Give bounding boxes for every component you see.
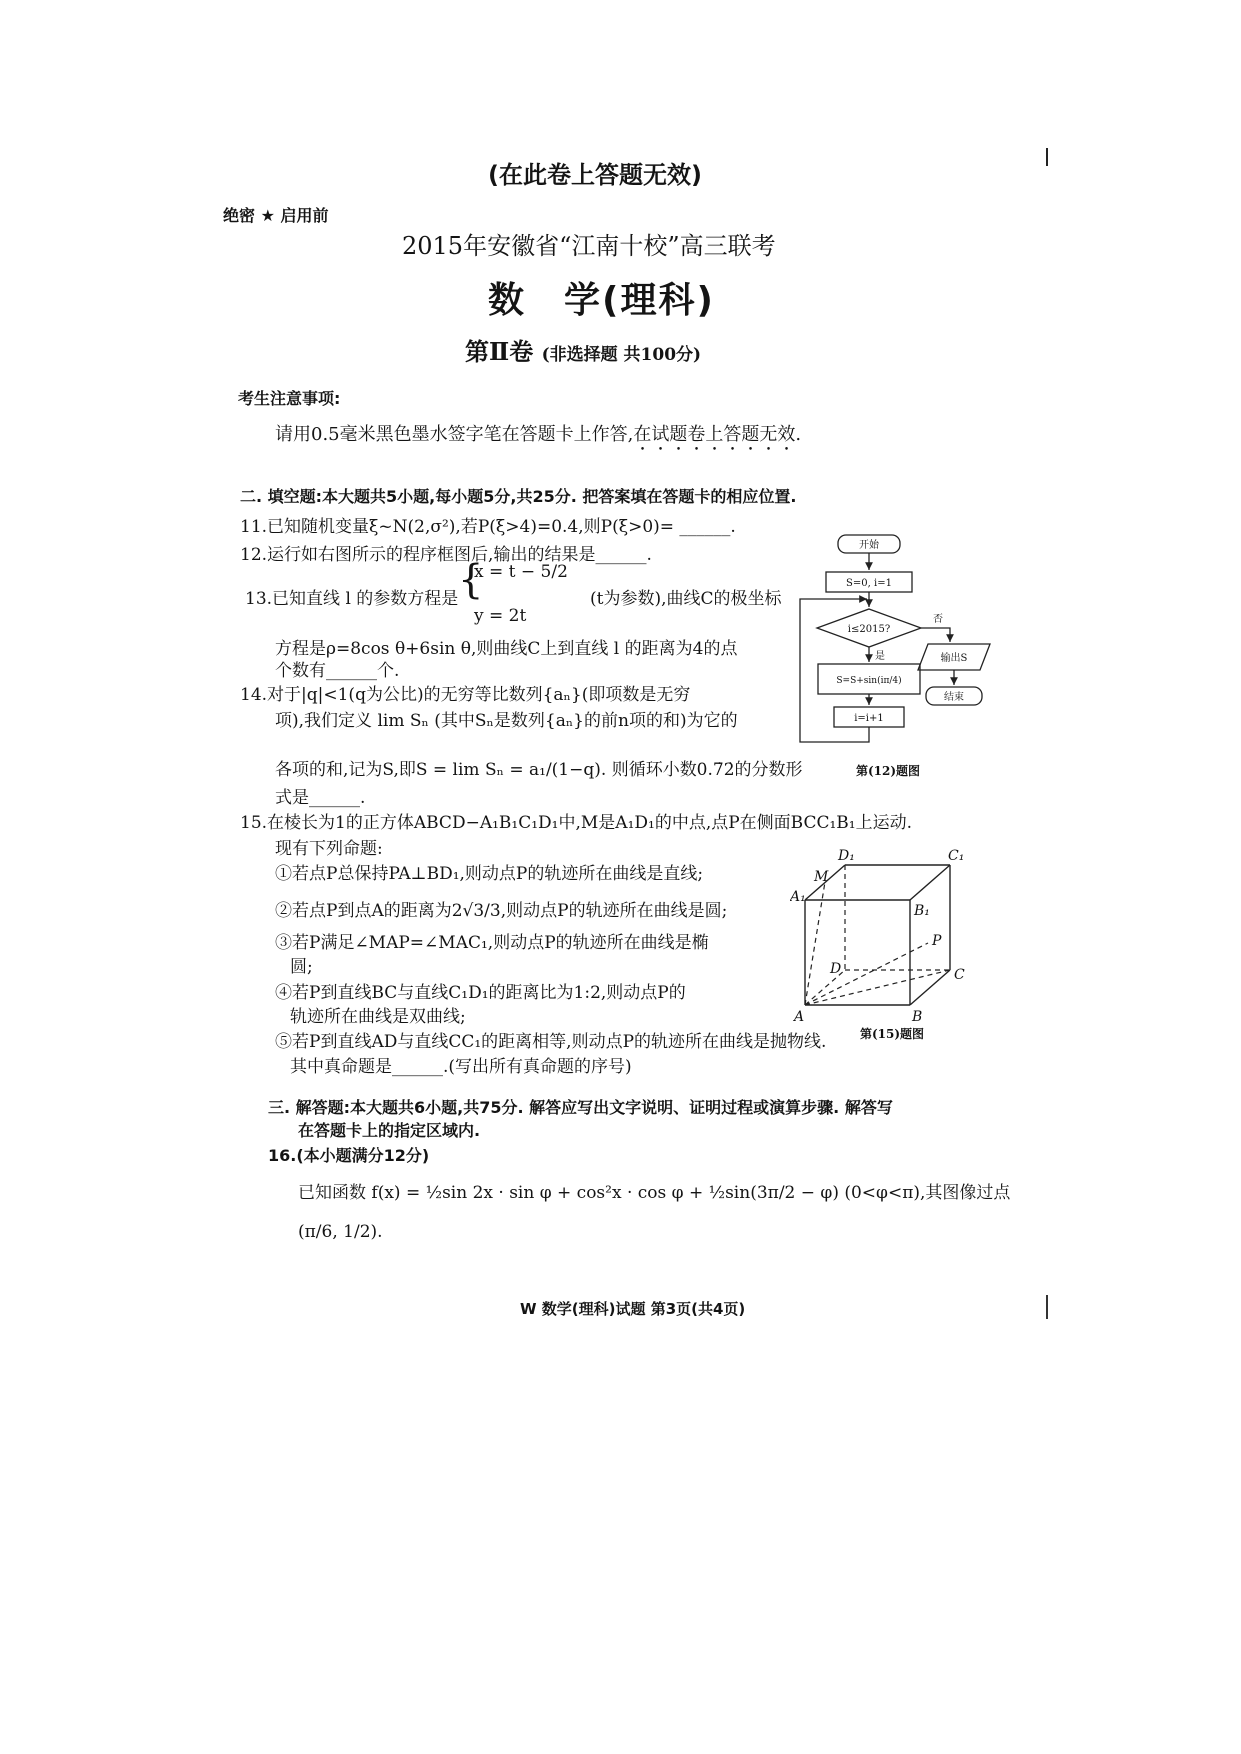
cube-label-D1: D₁ — [838, 848, 855, 864]
flow-start-text: 开始 — [859, 540, 879, 551]
q15-line2: 现有下列命题: — [275, 839, 383, 859]
flow-init-text: S=0, i=1 — [846, 578, 892, 589]
volume-title — [465, 332, 701, 367]
exam-title: 2015年安徽省“江南十校”高三联考 — [402, 232, 776, 260]
q14-line3: 各项的和,记为S,即S = lim Sₙ = a₁/(1−q). 则循环小数0.7̇2̇的分数形 — [275, 760, 803, 780]
flow-output-text: 输出S — [940, 653, 968, 664]
q15-item1: ①若点P总保持PA⊥BD₁,则动点P的轨迹所在曲线是直线; — [275, 864, 704, 884]
cube-label-A: A — [794, 1009, 805, 1025]
section3-heading-line2: 在答题卡上的指定区域内. — [298, 1121, 481, 1140]
flow-yes-text: 是 — [875, 651, 885, 662]
instructions-text — [275, 420, 801, 455]
q15-item5: ⑤若P到直线AD与直线CC₁的距离相等,则动点P的轨迹所在曲线是抛物线. — [275, 1032, 827, 1052]
cube-label-D: D — [830, 961, 842, 977]
q15-item2: ②若点P到点A的距离为2√3/3,则动点P的轨迹所在曲线是圆; — [275, 901, 728, 921]
page-footer: W 数学(理科)试题 第3页(共4页) — [520, 1300, 746, 1318]
cube-edge — [910, 865, 950, 900]
q15-item3a: ③若P满足∠MAP=∠MAC₁,则动点P的轨迹所在曲线是椭 — [275, 933, 709, 953]
q13-system-y: y = 2t — [474, 606, 527, 626]
flowchart-figure — [790, 530, 1010, 780]
q16-heading: 16.(本小题满分12分) — [268, 1146, 430, 1165]
cube-label-B1: B₁ — [914, 903, 930, 919]
cube-label-B: B — [912, 1009, 923, 1025]
cube-label-C1: C₁ — [948, 848, 965, 864]
q15-line1: 15.在棱长为1的正方体ABCD−A₁B₁C₁D₁中,M是A₁D₁的中点,点P在侧面BCC₁B₁上运动. — [240, 813, 913, 833]
q13-line3: 个数有______个. — [275, 661, 400, 681]
flow-end-text: 结束 — [944, 692, 964, 703]
q15-item4b: 轨迹所在曲线是双曲线; — [290, 1007, 466, 1027]
q16-line2: (π/6, 1/2). — [298, 1222, 383, 1242]
section2-heading: 二. 填空题:本大题共5小题,每小题5分,共25分. 把答案填在答题卡的相应位置. — [240, 487, 797, 506]
q11: 11.已知随机变量ξ~N(2,σ²),若P(ξ>4)=0.4,则P(ξ>0)= ______. — [240, 517, 736, 537]
q15-item4a: ④若P到直线BC与直线C₁D₁的距离比为1:2,则动点P的 — [275, 983, 686, 1003]
q13-line1b: (t为参数),曲线C的极坐标 — [590, 589, 782, 609]
cube-label-C: C — [954, 967, 965, 983]
scan-mark — [1046, 148, 1048, 166]
q15-item3b: 圆; — [290, 957, 313, 977]
flow-incr-text: i=i+1 — [854, 713, 884, 724]
q16-line1: 已知函数 f(x) = ½sin 2x · sin φ + cos²x · cos φ + ½sin(3π/2 − φ) (0<φ<π),其图像过点 — [298, 1183, 1011, 1203]
scan-edge-mark — [1046, 1295, 1048, 1319]
q14-line1: 14.对于|q|<1(q为公比)的无穷等比数列{aₙ}(即项数是无穷 — [240, 685, 691, 705]
flow-no-line — [921, 628, 950, 642]
flow-cond-text: i≤2015? — [847, 624, 891, 635]
flow-body-text: S=S+sin(iπ/4) — [836, 676, 902, 686]
q14-line2: 项),我们定义 lim Sₙ (其中Sₙ是数列{aₙ}的前n项的和)为它的 — [275, 711, 738, 731]
q13-line1: 13.已知直线 l 的参数方程是 — [245, 589, 459, 609]
instructions-prefix: 请用0.5毫米黑色墨水签字笔在答题卡上作答, — [275, 424, 634, 445]
section3-heading-line1: 三. 解答题:本大题共6小题,共75分. 解答应写出文字说明、证明过程或演算步骤. 解答写 — [268, 1098, 893, 1117]
cube-label-M: M — [814, 869, 829, 885]
cube-caption: 第(15)题图 — [860, 1027, 925, 1041]
flow-no-text: 否 — [933, 614, 943, 625]
subject-title: 数 学(理科) — [488, 280, 715, 321]
q13-line2: 方程是ρ=8cos θ+6sin θ,则曲线C上到直线 l 的距离为4的点 — [275, 639, 738, 659]
cube-line-AC — [805, 970, 950, 1005]
cube-label-P: P — [932, 933, 942, 949]
q12: 12.运行如右图所示的程序框图后,输出的结果是______. — [240, 545, 652, 565]
flowchart-caption: 第(12)题图 — [855, 764, 921, 778]
q14-line4: 式是______. — [275, 788, 366, 808]
q15-end: 其中真命题是______.(写出所有真命题的序号) — [290, 1057, 632, 1077]
instructions-emphasis: 在试题卷上答题无效. — [633, 424, 802, 445]
secret-label: 绝密 ★ 启用前 — [223, 206, 329, 225]
cube-figure — [790, 845, 990, 1045]
q13-system-x: x = t − 5/2 — [474, 562, 568, 582]
q13-brace: { — [458, 557, 484, 603]
invalid-notice: (在此卷上答题无效) — [488, 161, 702, 189]
volume-label: 第Ⅱ卷 — [465, 337, 534, 366]
cube-label-A1: A₁ — [790, 889, 806, 905]
volume-note: (非选择题 共100分) — [541, 345, 702, 365]
instructions-heading: 考生注意事项: — [238, 389, 341, 408]
